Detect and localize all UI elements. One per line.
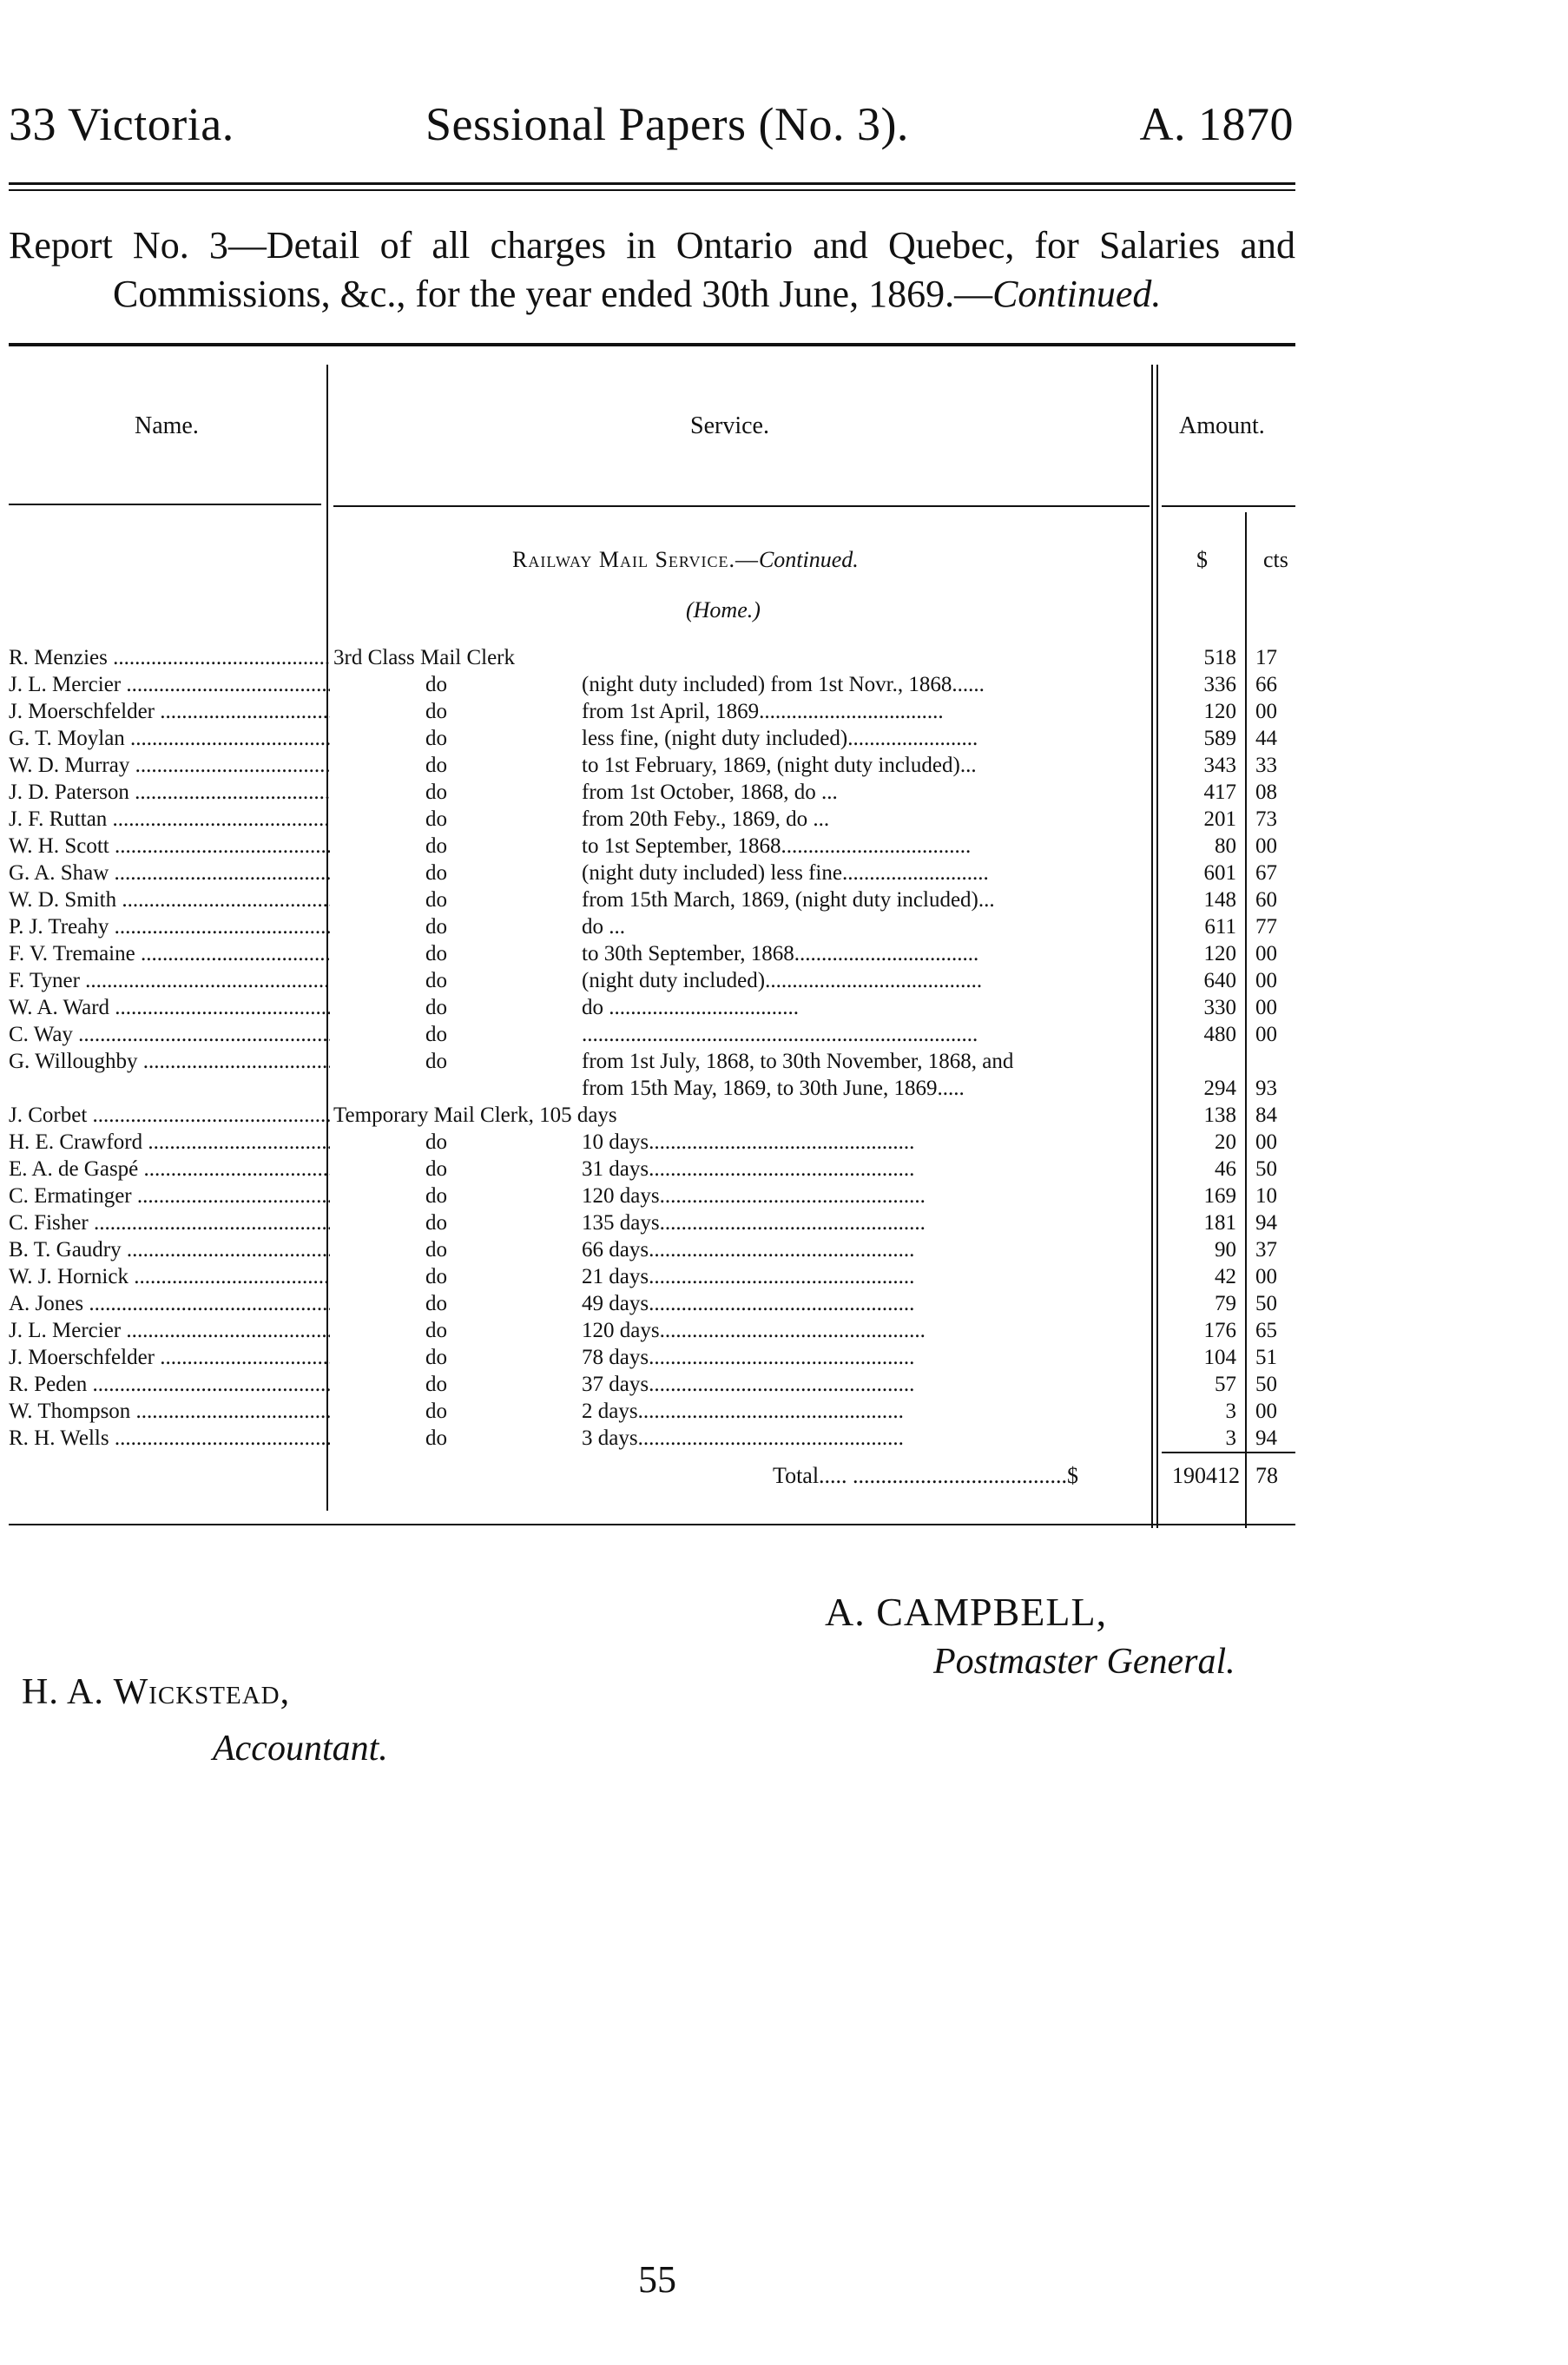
row-service: do bbox=[425, 727, 447, 750]
row-cents: 44 bbox=[1255, 727, 1277, 750]
report-title-line2: Commissions, &c., for the year ended 30th June, 1869.—Continued. bbox=[113, 273, 1162, 315]
postmaster-title: Postmaster General. bbox=[933, 1642, 1235, 1682]
row-service: do bbox=[425, 807, 447, 831]
row-cents: 00 bbox=[1255, 1265, 1277, 1288]
row-cents: 73 bbox=[1255, 807, 1277, 831]
row-service: do bbox=[425, 1157, 447, 1181]
row-dollars: 518 bbox=[1203, 646, 1236, 669]
row-name: J. Moerschfelder ..... bbox=[9, 698, 330, 725]
row-dollars: 148 bbox=[1203, 888, 1236, 912]
table-row bbox=[9, 1102, 1295, 1129]
row-detail: less fine, (night duty included)........................ bbox=[582, 727, 978, 750]
row-service: do bbox=[425, 700, 447, 723]
row-service: do bbox=[425, 1211, 447, 1235]
row-name: W. Thompson ..... bbox=[9, 1398, 330, 1425]
row-dollars: 611 bbox=[1204, 915, 1236, 939]
row-detail: 49 days................................................. bbox=[582, 1292, 915, 1315]
row-dollars: 201 bbox=[1203, 807, 1236, 831]
row-name: G. T. Moylan ..... bbox=[9, 725, 330, 752]
table-row bbox=[9, 752, 1295, 779]
row-service: do bbox=[425, 781, 447, 804]
row-name: J. F. Ruttan ..... bbox=[9, 806, 330, 833]
row-service: do bbox=[425, 915, 447, 939]
page-number: 55 bbox=[638, 2258, 676, 2301]
table-row bbox=[9, 1156, 1295, 1182]
row-cents: 66 bbox=[1255, 673, 1277, 696]
row-detail: ......................................................................... bbox=[582, 1023, 978, 1046]
row-service: do bbox=[425, 942, 447, 965]
row-cents: 84 bbox=[1255, 1103, 1277, 1127]
row-detail: from 1st April, 1869.................................. bbox=[582, 700, 944, 723]
section-subtitle: (Home.) bbox=[686, 597, 761, 623]
row-service: do bbox=[425, 673, 447, 696]
row-service: do bbox=[425, 996, 447, 1019]
row-cents: 00 bbox=[1255, 1023, 1277, 1046]
table-bottom-rule bbox=[9, 1524, 1295, 1525]
row-dollars: 640 bbox=[1203, 969, 1236, 992]
row-service: do bbox=[425, 888, 447, 912]
row-detail: 78 days................................................. bbox=[582, 1346, 915, 1369]
table-row bbox=[9, 671, 1295, 698]
row-service: do bbox=[425, 1023, 447, 1046]
row-detail: do ... bbox=[582, 915, 625, 939]
row-detail: 66 days................................................. bbox=[582, 1238, 915, 1262]
table-row bbox=[9, 1182, 1295, 1209]
row-name: J. Moerschfelder ..... bbox=[9, 1344, 330, 1371]
row-dollars: 90 bbox=[1215, 1238, 1236, 1262]
row-service: do bbox=[425, 1426, 447, 1450]
table-row bbox=[9, 1075, 1295, 1102]
row-cents: 00 bbox=[1255, 834, 1277, 858]
table-row bbox=[9, 1209, 1295, 1236]
row-cents: 50 bbox=[1255, 1373, 1277, 1396]
dollars-unit: $ bbox=[1196, 547, 1208, 572]
row-dollars: 3 bbox=[1225, 1400, 1236, 1423]
row-dollars: 169 bbox=[1203, 1184, 1236, 1208]
row-detail: from 15th March, 1869, (night duty included)... bbox=[582, 888, 995, 912]
table-row bbox=[9, 806, 1295, 833]
row-detail: 37 days................................................. bbox=[582, 1373, 915, 1396]
row-name: C. Way ..... bbox=[9, 1021, 330, 1048]
row-name: H. E. Crawford ..... bbox=[9, 1129, 330, 1156]
row-cents: 00 bbox=[1255, 1130, 1277, 1154]
row-name: J. D. Paterson ..... bbox=[9, 779, 330, 806]
table-row bbox=[9, 940, 1295, 967]
row-cents: 00 bbox=[1255, 1400, 1277, 1423]
row-cents: 00 bbox=[1255, 969, 1277, 992]
table-row bbox=[9, 779, 1295, 806]
row-name: W. D. Murray ..... bbox=[9, 752, 330, 779]
row-service: do bbox=[425, 861, 447, 885]
row-dollars: 417 bbox=[1203, 781, 1236, 804]
row-service: do bbox=[425, 1130, 447, 1154]
table-row bbox=[9, 1425, 1295, 1452]
row-name: W. D. Smith ..... bbox=[9, 886, 330, 913]
table-row bbox=[9, 886, 1295, 913]
row-name: W. H. Scott ..... bbox=[9, 833, 330, 860]
header-underline-amount bbox=[1162, 505, 1295, 507]
row-cents: 51 bbox=[1255, 1346, 1277, 1369]
row-dollars: 46 bbox=[1215, 1157, 1236, 1181]
row-name: G. A. Shaw ..... bbox=[9, 860, 330, 886]
row-service: do bbox=[425, 754, 447, 777]
header-session: 33 Victoria. bbox=[9, 98, 234, 150]
row-dollars: 42 bbox=[1215, 1265, 1236, 1288]
row-service: do bbox=[425, 1319, 447, 1342]
col-header-name: Name. bbox=[135, 412, 199, 439]
row-dollars: 343 bbox=[1203, 754, 1236, 777]
row-detail: from 1st July, 1868, to 30th November, 1868, and bbox=[582, 1050, 1014, 1073]
row-name: J. Corbet ..... bbox=[9, 1102, 330, 1129]
row-service: do bbox=[425, 1265, 447, 1288]
row-detail: 120 days................................................. bbox=[582, 1319, 926, 1342]
total-cents: 78 bbox=[1255, 1463, 1278, 1488]
row-service: do bbox=[425, 1184, 447, 1208]
row-cents: 08 bbox=[1255, 781, 1277, 804]
total-label: Total..... ......................................$ bbox=[773, 1463, 1079, 1488]
table-row bbox=[9, 1236, 1295, 1263]
row-detail: 3 days................................................. bbox=[582, 1426, 904, 1450]
row-name: W. A. Ward ..... bbox=[9, 994, 330, 1021]
header-underline-service bbox=[333, 505, 1150, 507]
total-rule bbox=[1162, 1452, 1295, 1453]
row-name: A. Jones ..... bbox=[9, 1290, 330, 1317]
row-cents: 00 bbox=[1255, 942, 1277, 965]
table-row bbox=[9, 698, 1295, 725]
row-name: C. Ermatinger ..... bbox=[9, 1182, 330, 1209]
table-row bbox=[9, 860, 1295, 886]
table-row bbox=[9, 994, 1295, 1021]
row-detail: to 1st February, 1869, (night duty included)... bbox=[582, 754, 977, 777]
table-row bbox=[9, 1398, 1295, 1425]
row-cents: 50 bbox=[1255, 1292, 1277, 1315]
row-dollars: 138 bbox=[1203, 1103, 1236, 1127]
row-dollars: 104 bbox=[1203, 1346, 1236, 1369]
row-dollars: 601 bbox=[1203, 861, 1236, 885]
row-service: do bbox=[425, 969, 447, 992]
row-service: 3rd Class Mail Clerk bbox=[333, 646, 516, 669]
col-header-service: Service. bbox=[690, 412, 769, 439]
row-detail: 10 days................................................. bbox=[582, 1130, 915, 1154]
row-detail: from 1st October, 1868, do ... bbox=[582, 781, 838, 804]
row-cents: 65 bbox=[1255, 1319, 1277, 1342]
row-cents: 94 bbox=[1255, 1211, 1277, 1235]
row-name: R. Menzies ..... bbox=[9, 644, 330, 671]
row-service: do bbox=[425, 1346, 447, 1369]
title-rule bbox=[9, 343, 1295, 346]
row-detail: 31 days................................................. bbox=[582, 1157, 915, 1181]
row-dollars: 589 bbox=[1203, 727, 1236, 750]
row-cents: 17 bbox=[1255, 646, 1277, 669]
row-detail: 135 days................................................. bbox=[582, 1211, 926, 1235]
row-service: do bbox=[425, 1292, 447, 1315]
row-detail: do ................................... bbox=[582, 996, 799, 1019]
charges-table bbox=[9, 365, 1295, 1519]
row-cents: 93 bbox=[1255, 1077, 1277, 1100]
table-row bbox=[9, 1263, 1295, 1290]
row-service: do bbox=[425, 1238, 447, 1262]
header-rule-thin bbox=[9, 189, 1295, 191]
total-dollars: 190412 bbox=[1172, 1463, 1240, 1488]
row-service: do bbox=[425, 1050, 447, 1073]
row-name: F. V. Tremaine ..... bbox=[9, 940, 330, 967]
row-name: C. Fisher ..... bbox=[9, 1209, 330, 1236]
accountant-title: Accountant. bbox=[213, 1729, 388, 1769]
row-cents: 77 bbox=[1255, 915, 1277, 939]
row-dollars: 120 bbox=[1203, 942, 1236, 965]
row-dollars: 3 bbox=[1225, 1426, 1236, 1450]
row-cents: 00 bbox=[1255, 996, 1277, 1019]
row-detail: from 20th Feby., 1869, do ... bbox=[582, 807, 830, 831]
row-name: G. Willoughby ..... bbox=[9, 1048, 330, 1075]
table-row bbox=[9, 1344, 1295, 1371]
table-row bbox=[9, 833, 1295, 860]
table-row bbox=[9, 1048, 1295, 1075]
report-title bbox=[9, 221, 1295, 319]
row-name: F. Tyner ..... bbox=[9, 967, 330, 994]
row-detail: to 1st September, 1868................................... bbox=[582, 834, 972, 858]
table-row bbox=[9, 1371, 1295, 1398]
table-row bbox=[9, 1290, 1295, 1317]
table-row bbox=[9, 967, 1295, 994]
row-cents: 00 bbox=[1255, 700, 1277, 723]
table-row bbox=[9, 725, 1295, 752]
table-row bbox=[9, 913, 1295, 940]
row-detail: to 30th September, 1868.................................. bbox=[582, 942, 979, 965]
row-detail: 21 days................................................. bbox=[582, 1265, 915, 1288]
row-name: J. L. Mercier ..... bbox=[9, 671, 330, 698]
page-header bbox=[9, 97, 1294, 158]
col-header-amount: Amount. bbox=[1179, 412, 1265, 439]
row-cents: 50 bbox=[1255, 1157, 1277, 1181]
row-dollars: 336 bbox=[1203, 673, 1236, 696]
row-name: W. J. Hornick ..... bbox=[9, 1263, 330, 1290]
row-detail: 120 days................................................. bbox=[582, 1184, 926, 1208]
row-detail: from 15th May, 1869, to 30th June, 1869..... bbox=[582, 1077, 965, 1100]
row-name: P. J. Treahy ..... bbox=[9, 913, 330, 940]
header-papers: Sessional Papers (No. 3). bbox=[425, 98, 909, 150]
row-service: do bbox=[425, 1400, 447, 1423]
row-cents: 60 bbox=[1255, 888, 1277, 912]
row-detail: (night duty included) from 1st Novr., 1868...... bbox=[582, 673, 985, 696]
row-name: E. A. de Gaspé ..... bbox=[9, 1156, 330, 1182]
row-dollars: 480 bbox=[1203, 1023, 1236, 1046]
row-dollars: 20 bbox=[1215, 1130, 1236, 1154]
row-service: Temporary Mail Clerk, 105 days bbox=[333, 1103, 617, 1127]
table-row bbox=[9, 1129, 1295, 1156]
row-name: R. Peden ..... bbox=[9, 1371, 330, 1398]
header-year: A. 1870 bbox=[1139, 98, 1294, 150]
row-name: R. H. Wells ..... bbox=[9, 1425, 330, 1452]
table-row bbox=[9, 1021, 1295, 1048]
postmaster-name: A. CAMPBELL, bbox=[825, 1590, 1108, 1634]
row-dollars: 176 bbox=[1203, 1319, 1236, 1342]
header-underline-name bbox=[9, 504, 321, 505]
row-service: do bbox=[425, 834, 447, 858]
row-detail: (night duty included)........................................ bbox=[582, 969, 983, 992]
row-dollars: 79 bbox=[1215, 1292, 1236, 1315]
header-rule-thick bbox=[9, 182, 1295, 185]
section-title: Railway Mail Service.—Continued. bbox=[512, 547, 859, 572]
row-dollars: 181 bbox=[1203, 1211, 1236, 1235]
row-service: do bbox=[425, 1373, 447, 1396]
row-cents: 37 bbox=[1255, 1238, 1277, 1262]
row-cents: 33 bbox=[1255, 754, 1277, 777]
cents-unit: cts bbox=[1263, 547, 1288, 572]
row-name: B. T. Gaudry ..... bbox=[9, 1236, 330, 1263]
row-name: J. L. Mercier ..... bbox=[9, 1317, 330, 1344]
row-detail: (night duty included) less fine........................... bbox=[582, 861, 989, 885]
row-dollars: 330 bbox=[1203, 996, 1236, 1019]
row-cents: 10 bbox=[1255, 1184, 1277, 1208]
row-cents: 67 bbox=[1255, 861, 1277, 885]
table-row bbox=[9, 1317, 1295, 1344]
row-dollars: 57 bbox=[1215, 1373, 1236, 1396]
row-dollars: 294 bbox=[1203, 1077, 1236, 1100]
table-row bbox=[9, 644, 1295, 671]
row-detail: 2 days................................................. bbox=[582, 1400, 904, 1423]
row-cents: 94 bbox=[1255, 1426, 1277, 1450]
accountant-name: H. A. Wickstead, bbox=[22, 1672, 291, 1712]
row-dollars: 80 bbox=[1215, 834, 1236, 858]
report-title-line1: Report No. 3—Detail of all charges in Ontario and Quebec, for Salaries and bbox=[9, 224, 1295, 267]
row-dollars: 120 bbox=[1203, 700, 1236, 723]
